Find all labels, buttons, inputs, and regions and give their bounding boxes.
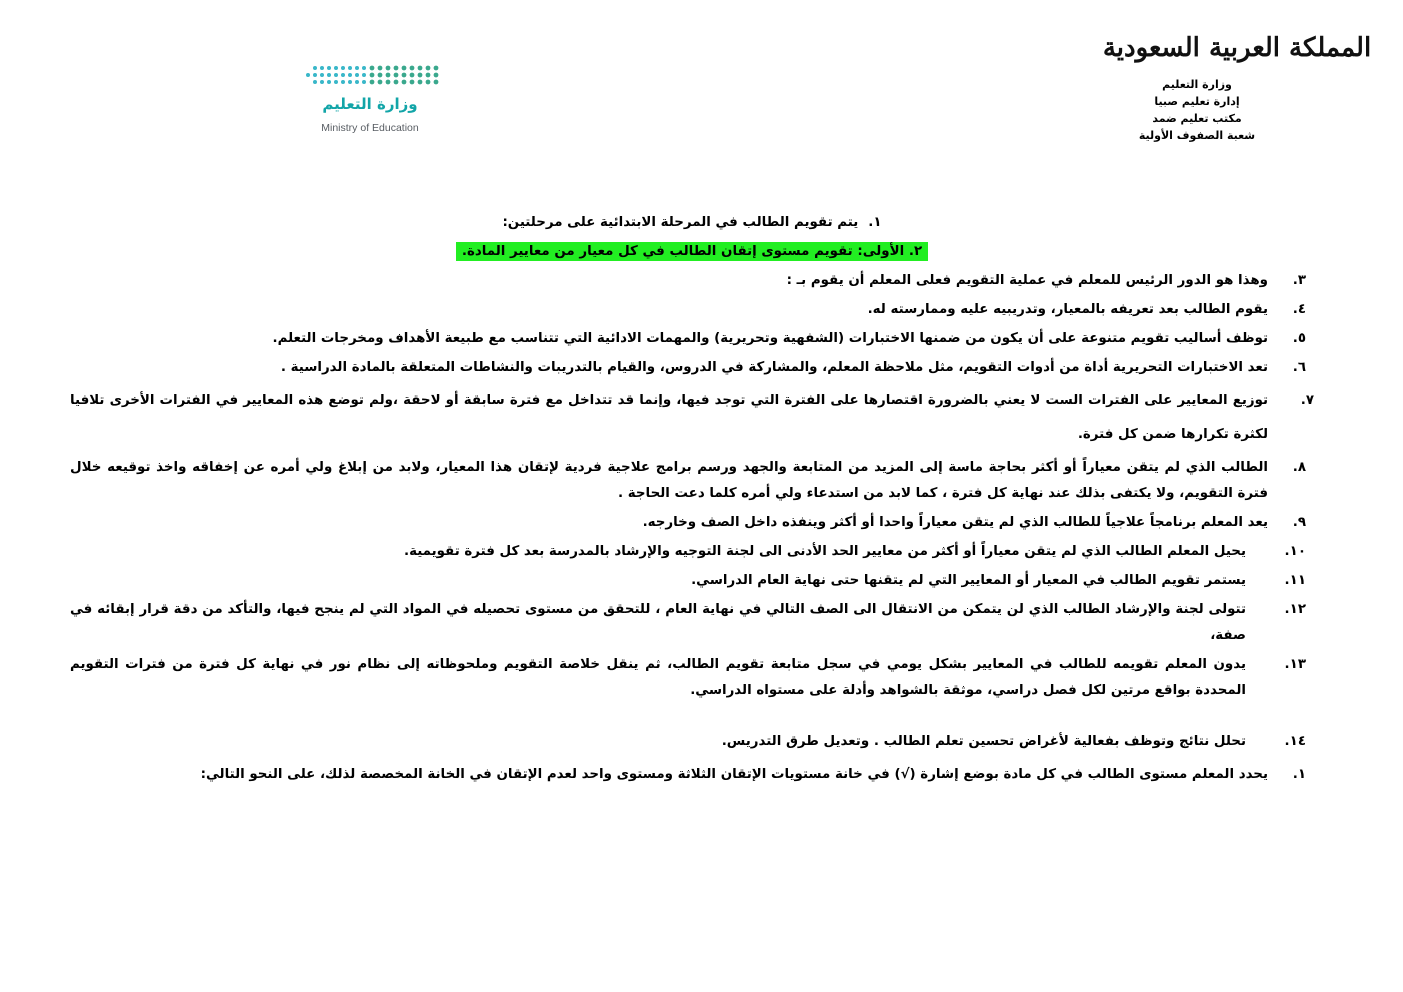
item-text: توزيع المعايير على الفترات الست لا يعني بالضرورة اقتصارها على الفترة التي توجد فيها، وإنما قد تتداخل مع فترة سابقة أو لاحقة ،ولم توضع هذه المعايير في الفترات الأخرى تلافيا لكثرة تكرارها ضمن كل فترة. [70, 393, 1268, 442]
item-number: ٤. [1292, 302, 1306, 317]
item-text: يحدد المعلم مستوى الطالب في كل مادة بوضع إشارة (√) في خانة مستويات الإتقان الثلاثة ومستوى واحد لعدم الإتقان في الخانة المخصصة لذلك، على النحو التالي: [200, 767, 1268, 782]
kingdom-calligraphy-logo [1102, 22, 1372, 70]
item-text: الطالب الذي لم يتقن معياراً أو أكثر بحاجة ماسة إلى المزيد من المتابعة والجهد ورسم برامج علاجية فردية لإتقان هذا المعيار، ولابد من إبلاغ ولي أمره عن إخفاقه واخذ توقيعه خلال فترة التقويم، ولا يكتفى بذلك عند نهاية كل فترة ، كما لابد من استدعاء ولي أمره كلما دعت الحاجة . [70, 460, 1268, 501]
item-text: وهذا هو الدور الرئيس للمعلم في عملية التقويم فعلى المعلم أن يقوم بـ : [786, 273, 1268, 288]
item-number: ٩. [1292, 515, 1306, 530]
list-item [70, 326, 1314, 352]
item-number: ١١. [1284, 573, 1306, 588]
list-item [70, 510, 1314, 536]
item-text: تعد الاختبارات التحريرية أداة من أدوات التقويم، مثل ملاحظة المعلم، والمشاركة في الدروس، والقيام بالتدريبات والنشاطات المتعلقة بالمادة الدراسية . [280, 360, 1268, 375]
highlight [456, 242, 928, 261]
spacer [70, 707, 1314, 729]
list-item [70, 729, 1314, 755]
item-number: ٨. [1292, 460, 1306, 475]
item-number: ١٤. [1284, 734, 1306, 749]
ministry-logo-arabic: وزارة التعليم [322, 95, 418, 113]
item-text: يقوم الطالب بعد تعريفه بالمعيار، وتدريبيه عليه وممارسته له. [867, 302, 1268, 317]
list-item [70, 539, 1314, 565]
header-section: شعبة الصفوف الأولية [1138, 129, 1256, 142]
header-administration: إدارة تعليم صبيا [1154, 95, 1240, 108]
item-number: ٧. [1300, 393, 1314, 408]
item-number: ١. [868, 215, 882, 230]
list-item [70, 652, 1314, 704]
list-item [70, 597, 1314, 649]
list-item [70, 268, 1314, 294]
item-text: تتولى لجنة والإرشاد الطالب الذي لن يتمكن من الانتقال الى الصف التالي في نهاية العام ، للتحقق من مستوى تحصيله في المواد التي لم ينجح فيها، والتأكد من دقة قرار إبقائه في صفة، [70, 602, 1246, 643]
item-number: ١٢. [1284, 602, 1306, 617]
list-item-highlighted [70, 239, 1314, 265]
list-item [70, 297, 1314, 323]
item-text: يعد المعلم برنامجاً علاجياً للطالب الذي لم يتقن معياراً واحدا أو أكثر وينفذه داخل الصف وخارجه. [642, 515, 1268, 530]
list-item [70, 568, 1314, 594]
list-item [70, 355, 1314, 381]
item-number: ٣. [1292, 273, 1306, 288]
item-text: يستمر تقويم الطالب في المعيار أو المعايير التي لم يتقنها حتى نهاية العام الدراسي. [691, 573, 1246, 588]
item-number: ١. [1292, 767, 1306, 782]
item-text: يحيل المعلم الطالب الذي لم يتقن معياراً أو أكثر من معايير الحد الأدنى الى لجنة التوجيه والإرشاد بالمدرسة بعد كل فترة تقويمية. [403, 544, 1246, 559]
item-text: الأولى: تقويم مستوى إتقان الطالب في كل معيار من معايير المادة. [461, 244, 905, 259]
item-number: ١٠. [1284, 544, 1306, 559]
item-number: ٥. [1292, 331, 1306, 346]
kingdom-calligraphy-text: المملكة العربية السعودية [1102, 33, 1372, 63]
item-text: تحلل نتائج وتوظف بفعالية لأغراض تحسين تعلم الطالب . وتعديل طرق التدريس. [721, 734, 1246, 749]
list-item [70, 758, 1314, 792]
item-number: ١٣. [1284, 657, 1306, 672]
header-lines [1087, 76, 1307, 144]
header-ministry: وزارة التعليم [1162, 78, 1232, 91]
list-item [70, 455, 1314, 507]
document-body [70, 210, 1314, 795]
item-text: يتم تقويم الطالب في المرحلة الابتدائية على مرحلتين: [502, 215, 859, 230]
item-text: يدون المعلم تقويمه للطالب في المعايير بشكل يومي في سجل متابعة تقويم الطالب، ثم ينقل خلاصة التقويم وملحوظاته إلى نظام نور في نهاية كل فترة من فترات التقويم المحددة بواقع مرتين لكل فصل دراسي، موثقة بالشواهد وأدلة على مستواه الدراسي. [70, 657, 1246, 698]
list-item [70, 384, 1314, 452]
item-text: توظف أساليب تقويم متنوعة على أن يكون من ضمنها الاختبارات (الشفهية وتحريرية) والمهمات الادائية التي تتناسب مع طبيعة الأهداف ومخرجات التعلم. [272, 331, 1268, 346]
ministry-logo-english: Ministry of Education [321, 122, 419, 134]
item-number: ٦. [1292, 360, 1306, 375]
header-office: مكتب تعليم ضمد [1152, 112, 1242, 125]
item-number: ٢. [908, 244, 923, 259]
list-item [70, 210, 1314, 236]
